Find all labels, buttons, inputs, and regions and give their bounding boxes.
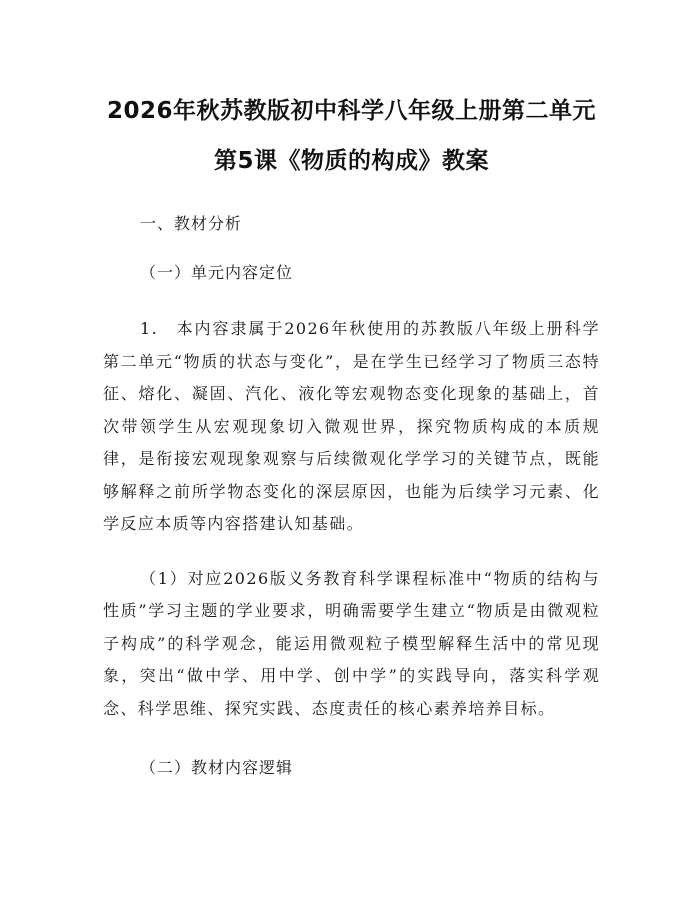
section-heading-teaching-material-analysis: 一、教材分析 [140, 214, 243, 233]
subsection-heading-content-logic: （二）教材内容逻辑 [140, 758, 294, 777]
subsection-heading-unit-positioning: （一）单元内容定位 [140, 263, 294, 282]
document-title: 2026年秋苏教版初中科学八年级上册第二单元第5课《物质的构成》教案 [106, 98, 596, 174]
body-paragraph-2: （1）对应2026版义务教育科学课程标准中“物质的结构与性质”学习主题的学业要求，明确需要学生建立“物质是由微观粒子构成”的科学观念，能运用微观粒子模型解释生活中的常见现象，突出“做中学、用中学、创中学”的实践导向，落实科学观念、科学思维、探究实践、态度责任的核心素养培养目标。 [103, 568, 600, 718]
body-paragraph-1: 1. 本内容隶属于2026年秋使用的苏教版八年级上册科学第二单元“物质的状态与变化”，是在学生已经学习了物质三态特征、熔化、凝固、汽化、液化等宏观物态变化现象的基础上，首次带领学生从宏观现象切入微观世界，探究物质构成的本质规律，是衔接宏观现象观察与后续微观化学学习的关键节点，既能够解释之前所学物态变化的深层原因，也能为后续学习元素、化学反应本质等内容搭建认知基础。 [103, 319, 600, 533]
